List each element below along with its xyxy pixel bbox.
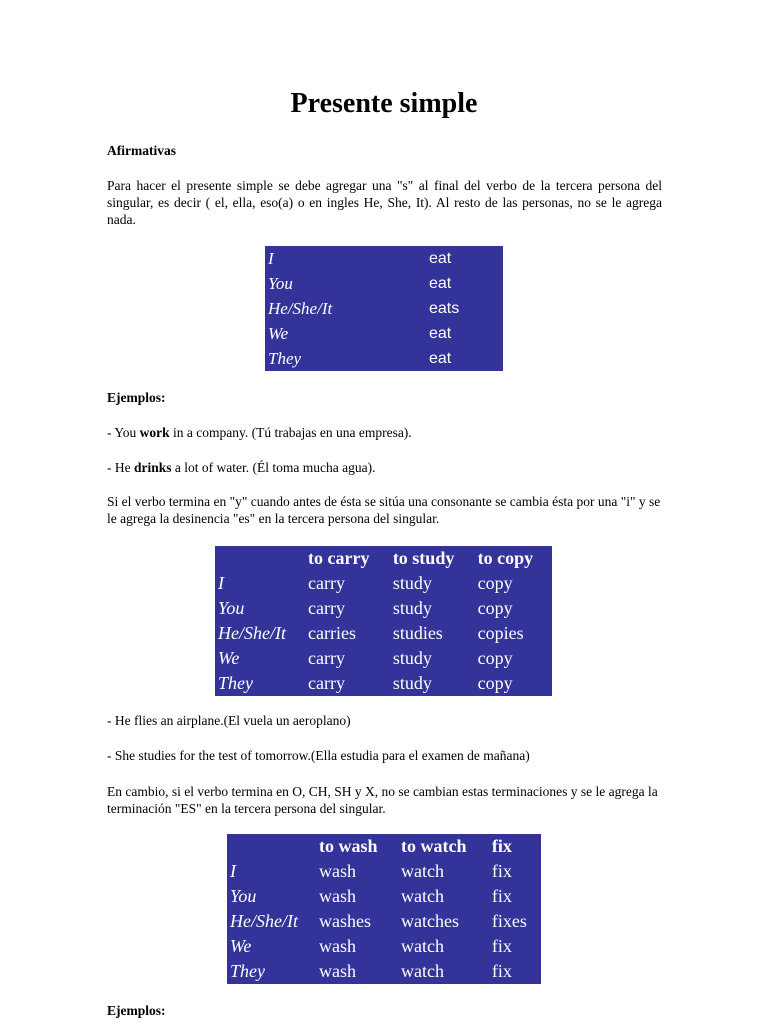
table-row <box>215 596 552 621</box>
section-heading-affirmative: Afirmativas <box>107 143 176 158</box>
verb-cell: studies <box>392 623 443 643</box>
pronoun-cell: We <box>268 323 289 343</box>
conjugation-table-eat <box>265 246 503 371</box>
verb-cell: carries <box>308 623 356 643</box>
verb-cell: copy <box>477 648 513 668</box>
pronoun-cell: We <box>218 648 240 668</box>
pronoun-cell: You <box>218 598 245 618</box>
verb-cell: copies <box>477 623 524 643</box>
example-sentence <box>107 459 662 476</box>
example-verb: work <box>139 425 170 440</box>
verb-cell: eats <box>429 299 460 317</box>
header-cell: fix <box>491 836 512 856</box>
verb-cell: eat <box>429 324 452 342</box>
table-row <box>227 934 541 959</box>
verb-cell: carry <box>308 673 345 693</box>
example-sentence <box>107 424 662 441</box>
pronoun-cell: He/She/It <box>230 911 298 931</box>
verb-cell: washes <box>319 911 371 931</box>
example-sentence: - He flies an airplane.(El vuela un aeroplano) <box>107 713 351 728</box>
pronoun-cell: I <box>268 248 274 268</box>
table-row <box>227 859 541 884</box>
table-row <box>215 621 552 646</box>
verb-cell: copy <box>477 573 513 593</box>
pronoun-cell: I <box>230 861 236 881</box>
table-row <box>227 884 541 909</box>
pronoun-cell: He/She/It <box>268 298 333 318</box>
verb-cell: eat <box>429 274 452 292</box>
examples-heading: Ejemplos: <box>107 390 166 405</box>
page-title: Presente simple <box>290 88 478 119</box>
verb-cell: wash <box>319 936 356 956</box>
verb-cell: fixes <box>491 911 527 931</box>
verb-cell: fix <box>491 961 512 981</box>
table-row <box>265 271 503 296</box>
conjugation-table-es-verbs <box>227 834 541 984</box>
rule-es-paragraph: En cambio, si el verbo termina en O, CH, SH y X, no se cambian estas terminaciones y se le agrega la terminación "ES" en la tercera persona del singular. <box>107 784 658 816</box>
example-text: a lot of water. (Él toma mucha agua). <box>171 460 376 475</box>
table-header-row <box>227 834 541 859</box>
header-cell: to wash <box>319 836 378 856</box>
table-row <box>215 671 552 696</box>
pronoun-cell: You <box>268 273 293 293</box>
example-text: - You <box>107 425 140 440</box>
verb-cell: watch <box>401 886 444 906</box>
verb-cell: study <box>392 573 432 593</box>
verb-cell: wash <box>319 861 356 881</box>
header-cell: to carry <box>308 548 370 568</box>
pronoun-cell: They <box>268 348 302 368</box>
header-cell: to copy <box>477 548 534 568</box>
verb-cell: fix <box>491 886 512 906</box>
example-sentence: - She studies for the test of tomorrow.(Ella estudia para el examen de mañana) <box>107 748 530 763</box>
verb-cell: fix <box>491 936 512 956</box>
verb-cell: carry <box>308 598 345 618</box>
table-row <box>227 959 541 984</box>
table-row <box>265 346 503 371</box>
example-text: in a company. (Tú trabajas en una empresa). <box>169 425 412 440</box>
table-row <box>265 246 503 271</box>
table-row <box>265 296 503 321</box>
pronoun-cell: We <box>230 936 252 956</box>
verb-cell: study <box>392 673 432 693</box>
pronoun-cell: I <box>218 573 224 593</box>
example-text: - He <box>107 460 134 475</box>
intro-paragraph: Para hacer el presente simple se debe agregar una "s" al final del verbo de la tercera persona del singular, es decir ( el, ella, eso(a) o en ingles He, She, It). Al resto de las personas, no se le agrega nada. <box>107 178 662 227</box>
verb-cell: watch <box>401 936 444 956</box>
table-row <box>265 321 503 346</box>
example-verb: drinks <box>134 460 172 475</box>
pronoun-cell: They <box>218 673 253 693</box>
table-row <box>215 646 552 671</box>
table-row <box>215 571 552 596</box>
header-cell <box>227 834 316 859</box>
verb-cell: study <box>392 598 432 618</box>
verb-cell: eat <box>429 349 452 367</box>
verb-cell: watch <box>401 961 444 981</box>
pronoun-cell: He/She/It <box>218 623 286 643</box>
pronoun-cell: You <box>230 886 257 906</box>
verb-cell: wash <box>319 886 356 906</box>
verb-cell: fix <box>491 861 512 881</box>
verb-cell: wash <box>319 961 356 981</box>
header-cell: to study <box>392 548 455 568</box>
verb-cell: watch <box>401 861 444 881</box>
verb-cell: eat <box>429 249 452 267</box>
table-row <box>227 909 541 934</box>
conjugation-table-y-verbs <box>215 546 552 696</box>
examples-heading: Ejemplos: <box>107 1003 166 1018</box>
table-header-row <box>215 546 552 571</box>
pronoun-cell: They <box>230 961 265 981</box>
verb-cell: carry <box>308 573 345 593</box>
verb-cell: watches <box>401 911 459 931</box>
verb-cell: copy <box>477 598 513 618</box>
header-cell <box>215 546 305 571</box>
rule-y-paragraph: Si el verbo termina en "y" cuando antes de ésta se sitúa una consonante se cambia ésta por una "i" y se le agrega la desinencia "es" en la tercera persona del singular. <box>107 494 661 526</box>
verb-cell: copy <box>477 673 513 693</box>
header-cell: to watch <box>401 836 467 856</box>
verb-cell: study <box>392 648 432 668</box>
verb-cell: carry <box>308 648 345 668</box>
